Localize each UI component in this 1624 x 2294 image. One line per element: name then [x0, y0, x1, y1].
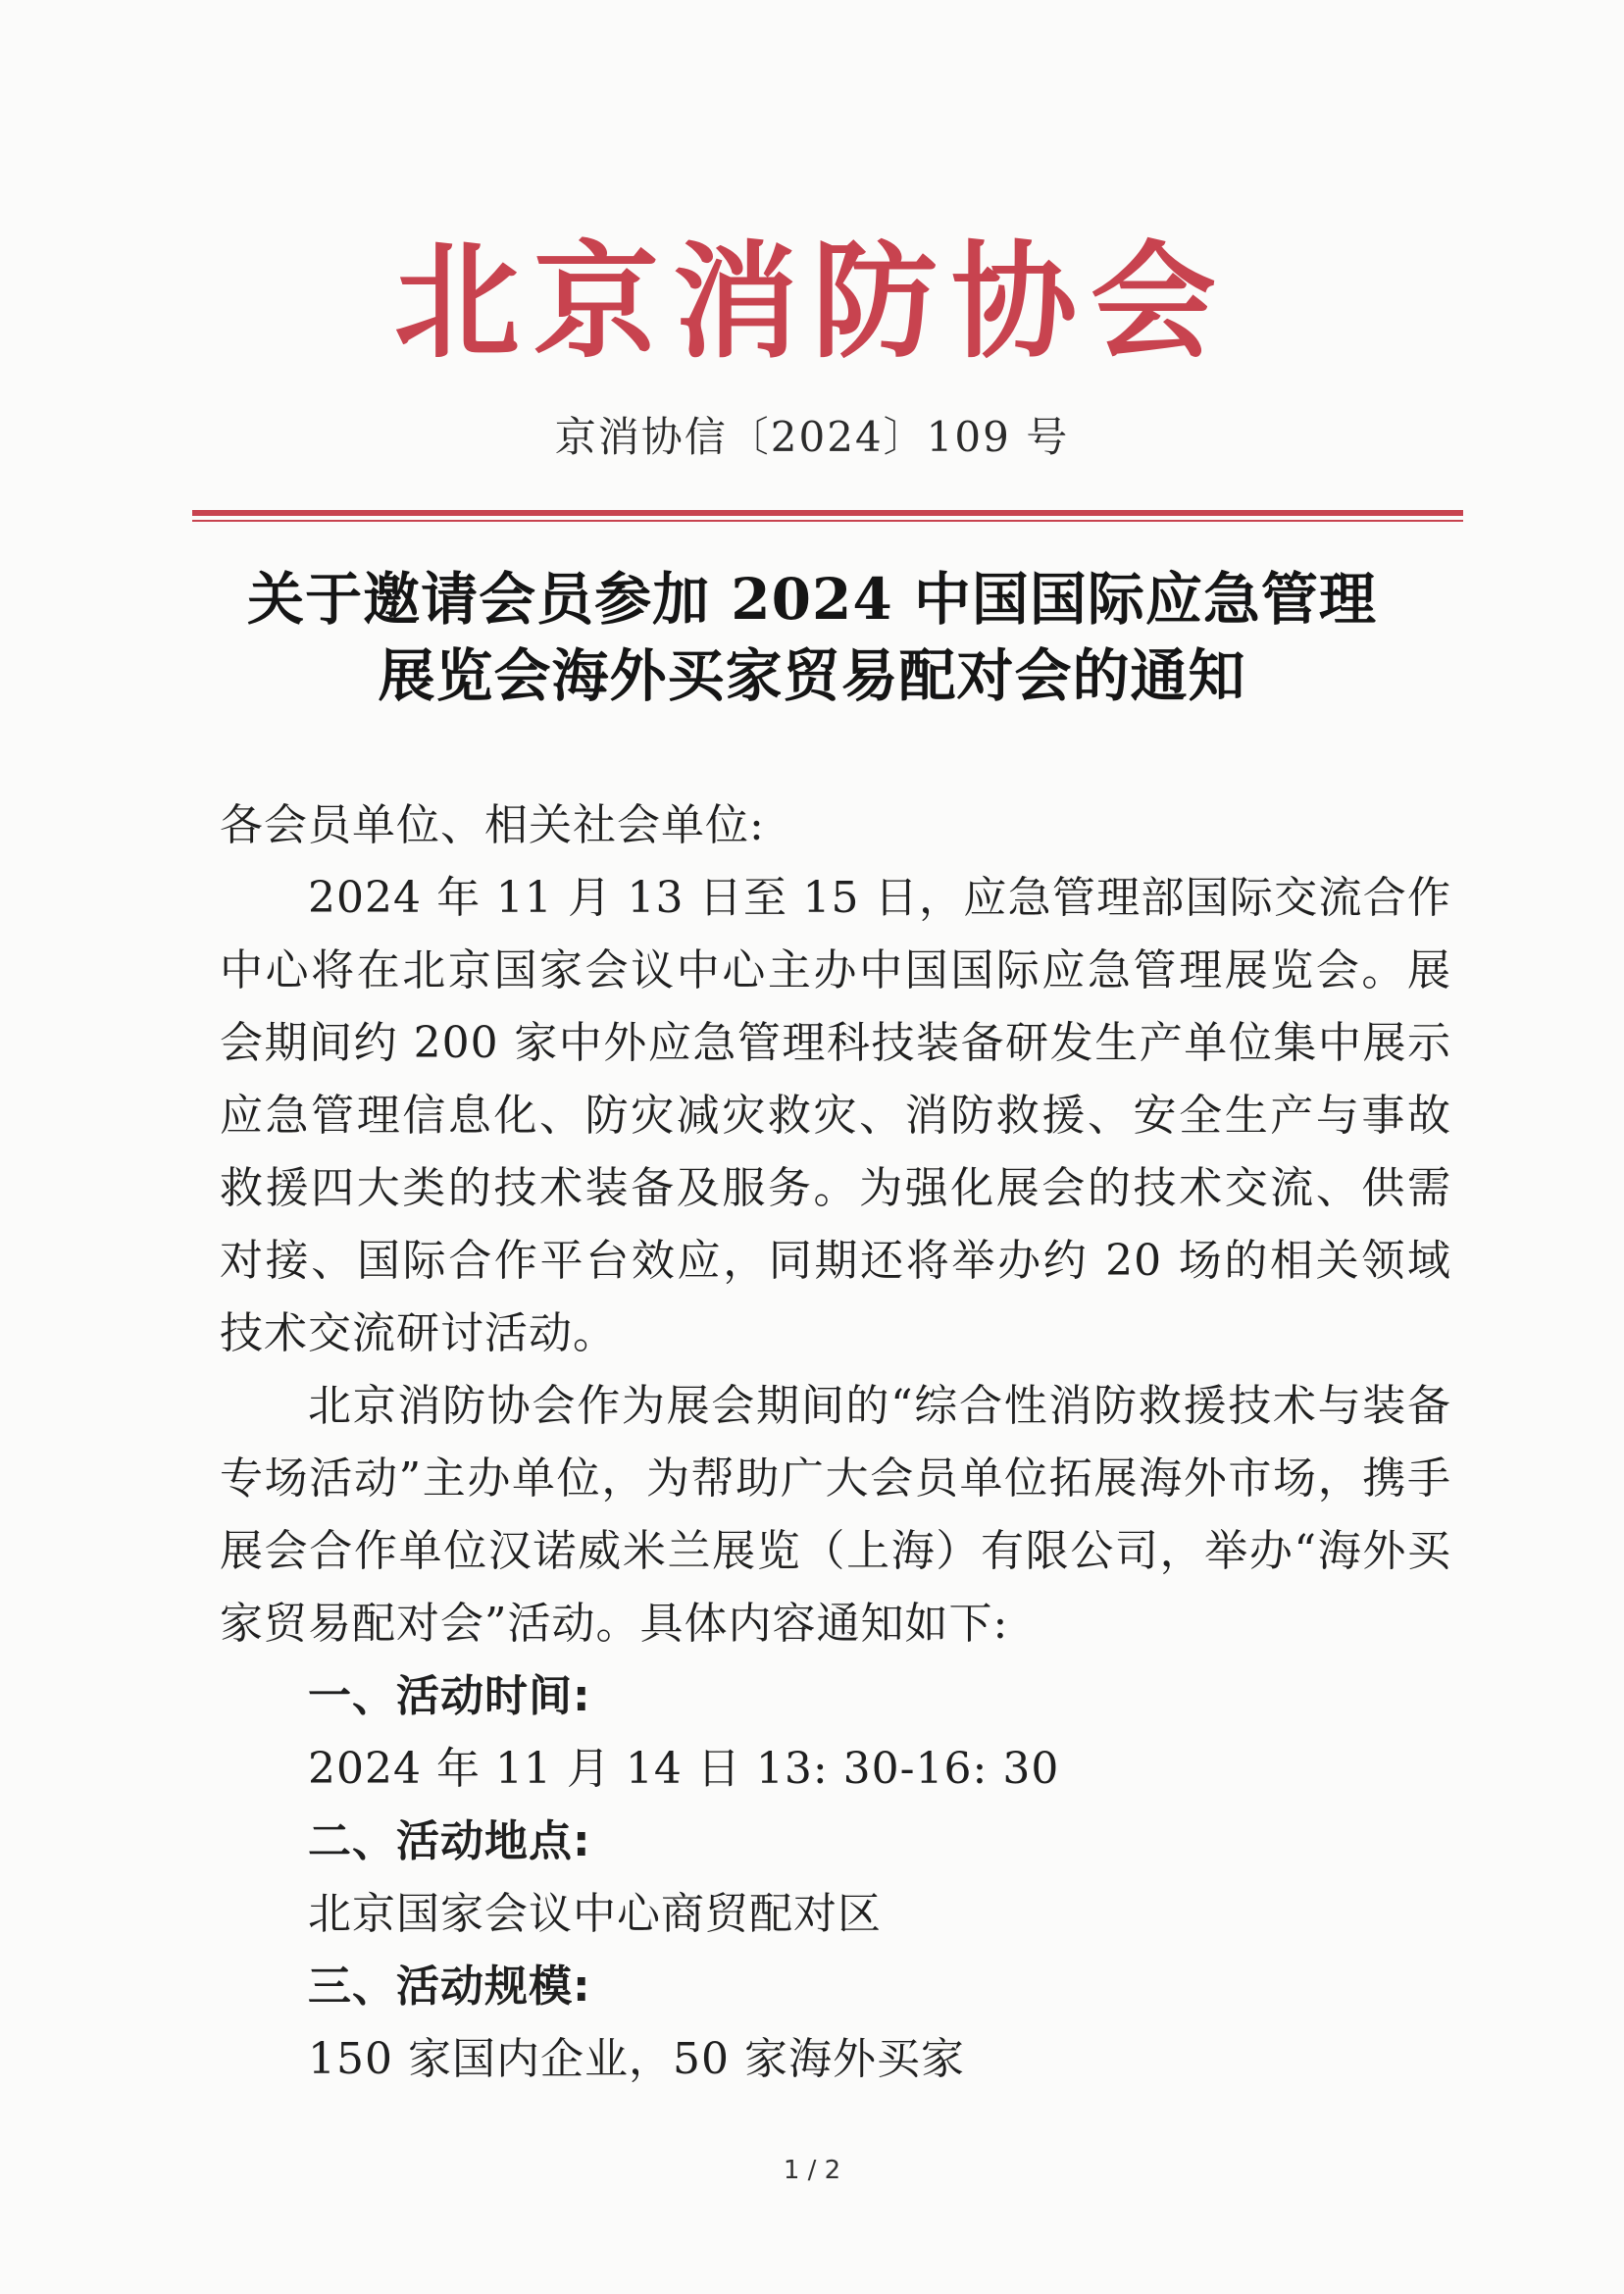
section-heading-scale: 三、活动规模: [308, 1962, 591, 2012]
title-line-2: 展览会海外买家贸易配对会的通知 [378, 642, 1246, 709]
section-content-scale: 150 家国内企业，50 家海外买家 [308, 2034, 965, 2084]
document-title [0, 561, 1624, 714]
org-name-header: 北京消防协会 [393, 229, 1230, 376]
section-content-location: 北京国家会议中心商贸配对区 [308, 1889, 882, 1939]
salutation: 各会员单位、相关社会单位: [220, 800, 765, 850]
section-heading-time: 一、活动时间: [308, 1671, 591, 1721]
paragraph-1: 2024 年 11 月 13 日至 15 日，应急管理部国际交流合作中心将在北京国家会议中心主办中国国际应急管理展览会。展会期间约 200 家中外应急管理科技装备研发生产单位集中展示应急管理信息化、防灾减灾救灾、消防救援、安全生产与事故救援四大类的技术装备及服务。为强化展会的技术交流、供需对接、国际合作平台效应，同期还将举办约 20 场的相关领域技术交流研讨活动。 [220, 873, 1451, 1358]
red-divider-thick [192, 510, 1463, 516]
document-number: 京消协信〔2024〕109 号 [554, 413, 1070, 461]
paragraph-2: 北京消防协会作为展会期间的“综合性消防救援技术与装备专场活动”主办单位，为帮助广大会员单位拓展海外市场，携手展会合作单位汉诺威米兰展览（上海）有限公司，举办“海外买家贸易配对会”活动。具体内容通知如下: [220, 1381, 1451, 1649]
document-body [220, 790, 1451, 2096]
title-line-1: 关于邀请会员参加 2024 中国国际应急管理 [247, 566, 1377, 633]
section-content-time: 2024 年 11 月 14 日 13: 30-16: 30 [308, 1744, 1060, 1794]
page-number: 1 / 2 [783, 2156, 841, 2185]
red-divider-thin [192, 520, 1463, 522]
section-heading-location: 二、活动地点: [308, 1816, 591, 1866]
